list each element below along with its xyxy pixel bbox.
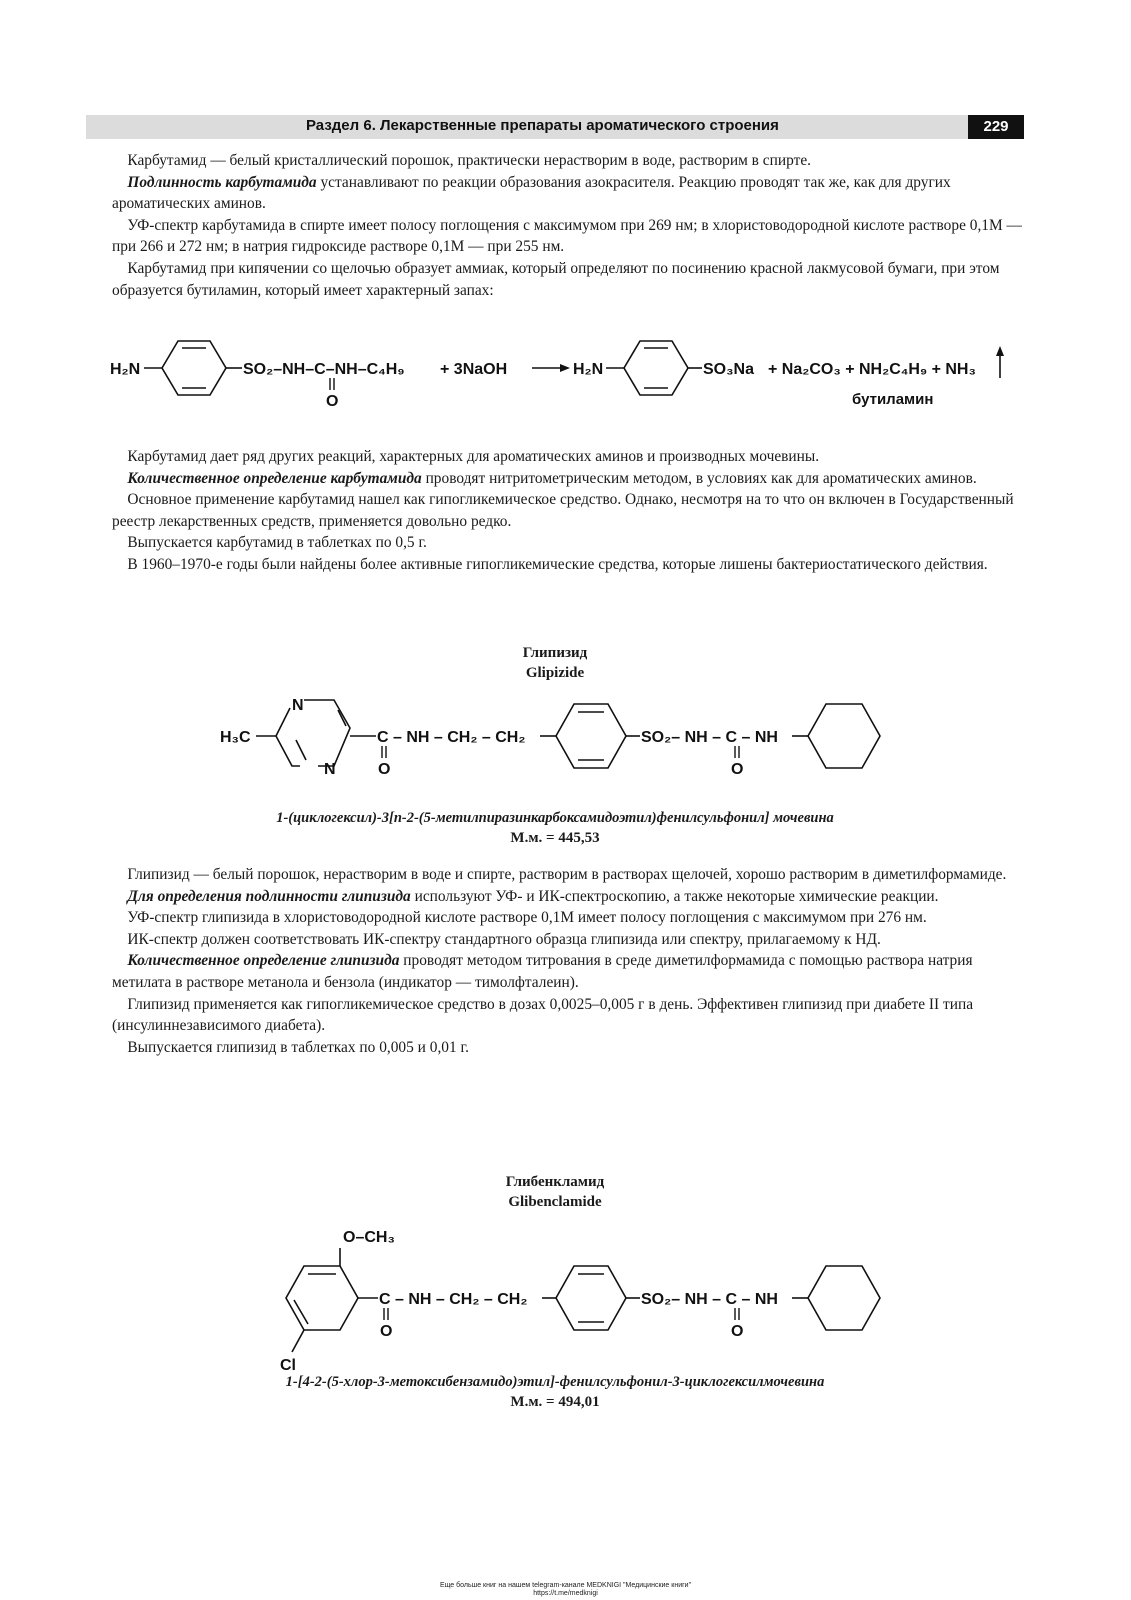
glibenclamide-title <box>86 1172 1024 1212</box>
h2n-left: H₂N <box>110 361 141 378</box>
bold-term: Подлинность карбутамида <box>127 173 317 191</box>
paragraph <box>112 489 1022 532</box>
text-block-2 <box>112 446 1022 576</box>
benzene-ring <box>556 1266 626 1330</box>
paragraph-text: используют УФ- и ИК-спектроскопию, а также некоторые химические реакции. <box>410 887 939 905</box>
paragraph <box>112 994 1022 1037</box>
paragraph <box>112 150 1022 172</box>
cyclohexane-ring <box>808 1266 880 1330</box>
glipizide-title <box>86 643 1024 683</box>
paragraph-text: УФ-спектр карбутамида в спирте имеет полосу поглощения с максимумом при 269 нм; в хлористоводородной кислоте растворе 0,1М — при 266 и 272 нм; в натрия гидроксиде растворе 0,1М — при 255 нм. <box>112 216 1022 256</box>
paragraph <box>112 1037 1022 1059</box>
cyclohexane-ring <box>808 704 880 768</box>
paragraph-text: УФ-спектр глипизида в хлористоводородной кислоте растворе 0,1М имеет полосу поглощения с максимумом при 276 нм. <box>127 909 927 927</box>
paragraph-text: Карбутамид дает ряд других реакций, характерных для ароматических аминов и производных мочевины. <box>127 448 820 465</box>
paragraph-text: проводят нитритометрическим методом, в условиях как для ароматических аминов. <box>421 469 977 487</box>
footer-note <box>0 1582 1131 1598</box>
product-label: бутиламин <box>852 391 934 408</box>
paragraph-text: Глипизид применяется как гипогликемическое средство в дозах 0,0025–0,005 г в день. Эффективен глипизид при диабете II типа (инсулиннезависимого диабета). <box>112 995 974 1035</box>
paragraph <box>112 907 1022 929</box>
paragraph <box>112 929 1022 951</box>
text-block-1 <box>112 150 1022 301</box>
footer-link[interactable]: https://t.me/medknigi <box>533 1590 598 1597</box>
paragraph <box>112 864 1022 886</box>
paragraph-text: Основное применение карбутамид нашел как гипогликемическое средство. Однако, несмотря на то что он включен в Государственный реестр лекарственных средств, применяется довольно редко. <box>112 491 1014 530</box>
paragraph-text: В 1960–1970-е годы были найдены более активные гипогликемические средства, которые лишены бактериостатического действия. <box>127 555 988 573</box>
text-block-3 <box>112 864 1022 1058</box>
methyl-group: H₃C <box>220 729 251 746</box>
running-header <box>86 115 1024 139</box>
pyrazine-ring <box>276 700 350 766</box>
paragraph <box>112 468 1022 490</box>
paragraph <box>112 172 1022 215</box>
glipizide-structure <box>0 690 1131 800</box>
glibenclamide-iupac-name: 1-[4-2-(5-хлор-3-метоксибензамидо)этил]-фенилсульфонил-3-циклогексилмочевина <box>285 1374 825 1390</box>
paragraph-text: Выпускается глипизид в таблетках по 0,005 и 0,01 г. <box>127 1038 469 1056</box>
paragraph <box>112 554 1022 576</box>
paragraph-text: Карбутамид при кипячении со щелочью образует аммиак, который определяют по посинению красной лакмусовой бумаги, при этом образуется бутиламин, который имеет характерный запах: <box>112 259 1000 299</box>
glipizide-molar-mass: М.м. = 445,53 <box>510 830 600 846</box>
benzene-ring-right <box>624 341 688 395</box>
compound-name-ru: Глипизид <box>522 645 588 661</box>
paragraph-text: ИК-спектр должен соответствовать ИК-спектру стандартного образца глипизида или спектру, прилагаемому к НД. <box>127 930 881 948</box>
reaction-arrow <box>532 364 570 372</box>
paragraph <box>112 446 1022 468</box>
paragraph-text: Выпускается карбутамид в таблетках по 0,5 г. <box>127 534 427 552</box>
compound-name-en: Glipizide <box>525 665 585 681</box>
bold-term: Количественное определение карбутамида <box>127 469 422 487</box>
gas-arrow-up-icon <box>996 346 1004 378</box>
paragraph-text: проводят методом титрования в среде диметилформамида с помощью раствора натрия метилата в растворе метанола и бензола (индикатор — тимолфталеин). <box>112 952 973 991</box>
benzene-ring-left <box>162 341 226 395</box>
pyrazine-n-top: N <box>292 697 304 714</box>
amide-oxygen: O <box>380 1323 393 1340</box>
carbonyl-oxygen: O <box>326 393 339 410</box>
paragraph-text: устанавливают по реакции образования азокрасителя. Реакцию проводят так же, как для других ароматических аминов. <box>112 173 951 213</box>
sulfonylurea-chain: SO₂– NH – C – NH <box>641 1291 778 1308</box>
amide-oxygen: O <box>378 761 391 778</box>
paragraph-text: Глипизид — белый порошок, нерастворим в воде и спирте, растворим в растворах щелочей, хорошо растворим в диметилформамиде. <box>127 866 1007 883</box>
benzene-ring-chloro <box>286 1266 358 1330</box>
h2n-right: H₂N <box>573 361 604 378</box>
compound-name-ru: Глибенкламид <box>505 1174 605 1190</box>
sulfonylurea-chain: SO₂– NH – C – NH <box>641 729 778 746</box>
plus-naoh: + 3NaOH <box>440 361 508 378</box>
paragraph <box>112 950 1022 993</box>
bold-term: Для определения подлинности глипизида <box>127 887 411 905</box>
header-title: Раздел 6. Лекарственные препараты ароматического строения <box>306 117 779 134</box>
carbutamide-reaction-scheme <box>0 320 1131 430</box>
sulfonylurea-chain: SO₂–NH–C–NH–C₄H₉ <box>243 361 405 378</box>
compound-name-en: Glibenclamide <box>508 1194 602 1210</box>
paragraph-text: Карбутамид — белый кристаллический порошок, практически нерастворим в воде, растворим в спирте. <box>127 152 811 169</box>
paragraph <box>112 215 1022 258</box>
methoxy-group: O–CH₃ <box>343 1229 395 1246</box>
urea-oxygen: O <box>731 1323 744 1340</box>
sulfonate-group: SO₃Na <box>703 361 754 378</box>
paragraph <box>112 886 1022 908</box>
benzene-ring <box>556 704 626 768</box>
glibenclamide-structure <box>0 1220 1131 1380</box>
footer-line: Еще больше книг на нашем telegram-канале MEDKNIGI "Медицинские книги" <box>439 1582 692 1589</box>
amide-ethyl-chain: C – NH – CH₂ – CH₂ <box>377 729 526 746</box>
glipizide-iupac-name: 1-(циклогексил)-3[п-2-(5-метилпиразинкарбоксамидоэтил)фенилсульфонил] мочевина <box>276 810 834 826</box>
paragraph <box>112 532 1022 554</box>
urea-oxygen: O <box>731 761 744 778</box>
reaction-products: + Na₂CO₃ + NH₂C₄H₉ + NH₃ <box>768 361 976 378</box>
bold-term: Количественное определение глипизида <box>127 952 400 970</box>
glibenclamide-molar-mass: М.м. = 494,01 <box>510 1394 600 1410</box>
paragraph <box>112 258 1022 301</box>
chlorine-atom: Cl <box>280 1357 296 1374</box>
page-number: 229 <box>968 115 1024 139</box>
amide-ethyl-chain: C – NH – CH₂ – CH₂ <box>379 1291 528 1308</box>
pyrazine-n-bottom: N <box>324 761 336 778</box>
